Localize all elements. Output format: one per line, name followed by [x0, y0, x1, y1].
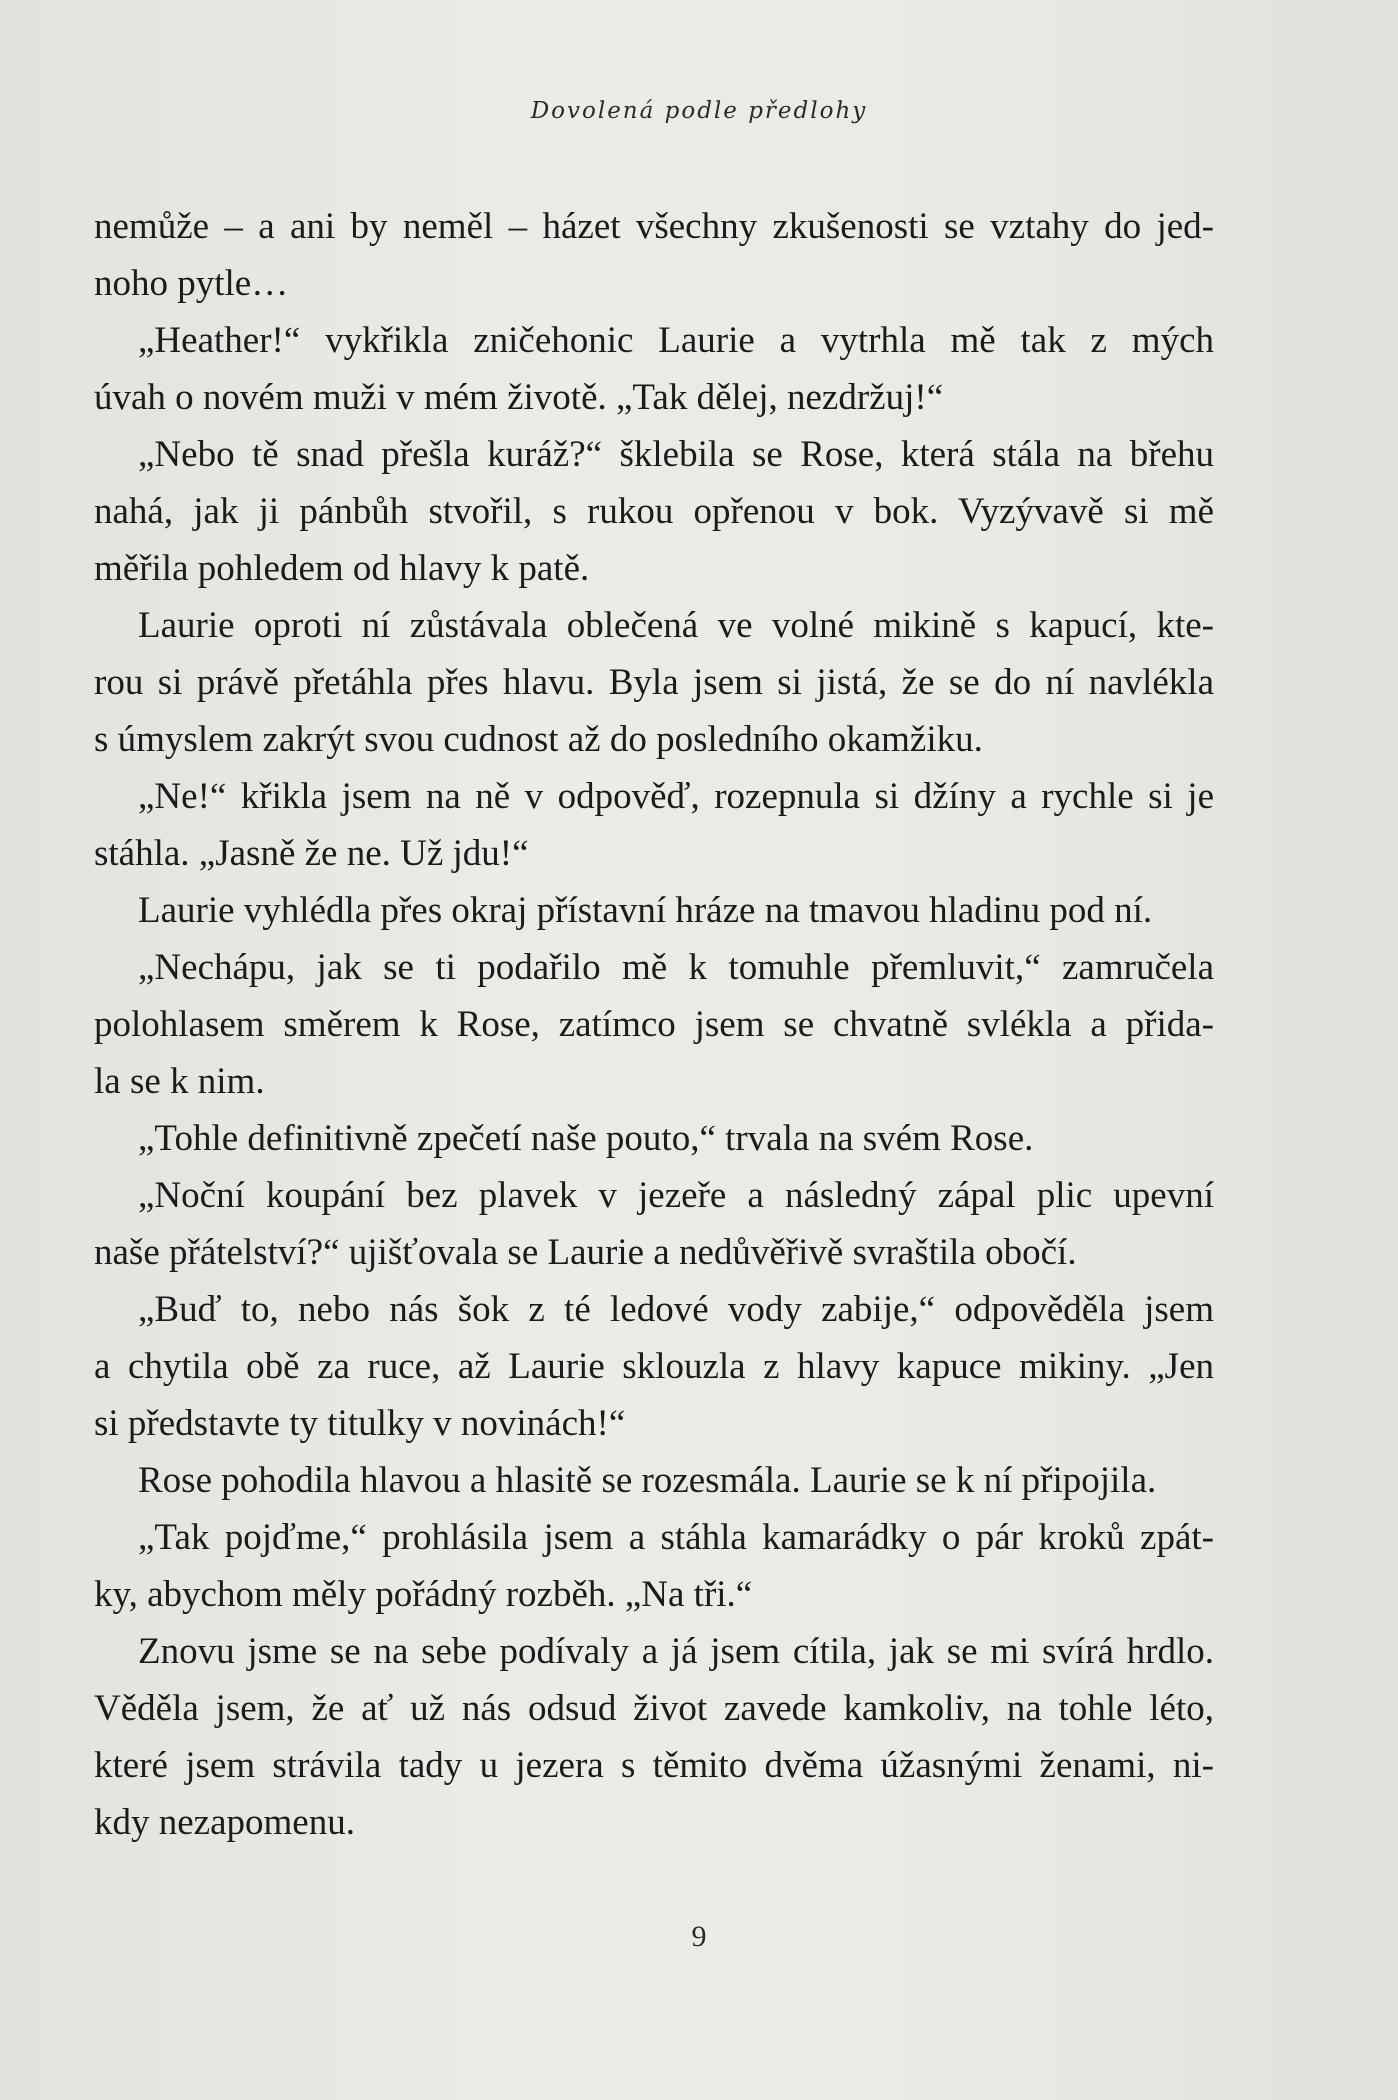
text-line: které jsem strávila tady u jezera s těmito dvěma úžasnými ženami, ni- — [94, 1745, 1214, 1786]
text-line: „Heather!“ vykřikla zničehonic Laurie a vytrhla mě tak z mých — [138, 320, 1214, 361]
text-line: a chytila obě za ruce, až Laurie sklouzla z hlavy kapuce mikiny. „Jen — [94, 1346, 1214, 1387]
text-line: „Nebo tě snad přešla kuráž?“ šklebila se Rose, která stála na břehu — [138, 434, 1214, 475]
text-line: „Nechápu, jak se ti podařilo mě k tomuhle přemluvit,“ zamručela — [138, 947, 1214, 988]
text-line: noho pytle… — [94, 263, 289, 304]
text-line: Laurie vyhlédla přes okraj přístavní hráze na tmavou hladinu pod ní. — [138, 890, 1153, 931]
text-line: „Tohle definitivně zpečetí naše pouto,“ trvala na svém Rose. — [138, 1118, 1034, 1159]
text-line: la se k nim. — [94, 1061, 265, 1102]
text-line: kdy nezapomenu. — [94, 1802, 355, 1843]
page-number: 9 — [691, 1920, 707, 1953]
text-line: „Noční koupání bez plavek v jezeře a následný zápal plic upevní — [138, 1175, 1214, 1216]
text-line: stáhla. „Jasně že ne. Už jdu!“ — [94, 833, 529, 874]
text-line: měřila pohledem od hlavy k patě. — [94, 548, 590, 589]
running-head: Dovolená podle předlohy — [530, 98, 868, 124]
text-line: nahá, jak ji pánbůh stvořil, s rukou opřenou v bok. Vyzývavě si mě — [94, 491, 1214, 532]
body-text — [94, 198, 1214, 1851]
text-line: úvah o novém muži v mém životě. „Tak dělej, nezdržuj!“ — [94, 377, 944, 418]
text-line: „Tak pojďme,“ prohlásila jsem a stáhla kamarádky o pár kroků zpát- — [138, 1517, 1214, 1558]
text-line: s úmyslem zakrýt svou cudnost až do posledního okamžiku. — [94, 719, 983, 760]
text-line: Rose pohodila hlavou a hlasitě se rozesmála. Laurie se k ní připojila. — [138, 1460, 1157, 1501]
text-line: naše přátelství?“ ujišťovala se Laurie a nedůvěřivě svraštila obočí. — [94, 1232, 1077, 1273]
text-line: ky, abychom měly pořádný rozběh. „Na tři.“ — [94, 1574, 753, 1615]
text-line: rou si právě přetáhla přes hlavu. Byla jsem si jistá, že se do ní navlékla — [94, 662, 1214, 703]
text-line: Věděla jsem, že ať už nás odsud život zavede kamkoliv, na tohle léto, — [94, 1688, 1214, 1729]
text-line: Laurie oproti ní zůstávala oblečená ve volné mikině s kapucí, kte- — [138, 605, 1214, 646]
text-line: nemůže – a ani by neměl – házet všechny zkušenosti se vztahy do jed- — [94, 206, 1214, 247]
text-line: „Ne!“ křikla jsem na ně v odpověď, rozepnula si džíny a rychle si je — [138, 776, 1214, 817]
text-line: „Buď to, nebo nás šok z té ledové vody zabije,“ odpověděla jsem — [138, 1289, 1214, 1330]
text-line: si představte ty titulky v novinách!“ — [94, 1403, 626, 1444]
text-line: polohlasem směrem k Rose, zatímco jsem se chvatně svlékla a přida- — [94, 1004, 1214, 1045]
text-line: Znovu jsme se na sebe podívaly a já jsem cítila, jak se mi svírá hrdlo. — [138, 1631, 1214, 1672]
